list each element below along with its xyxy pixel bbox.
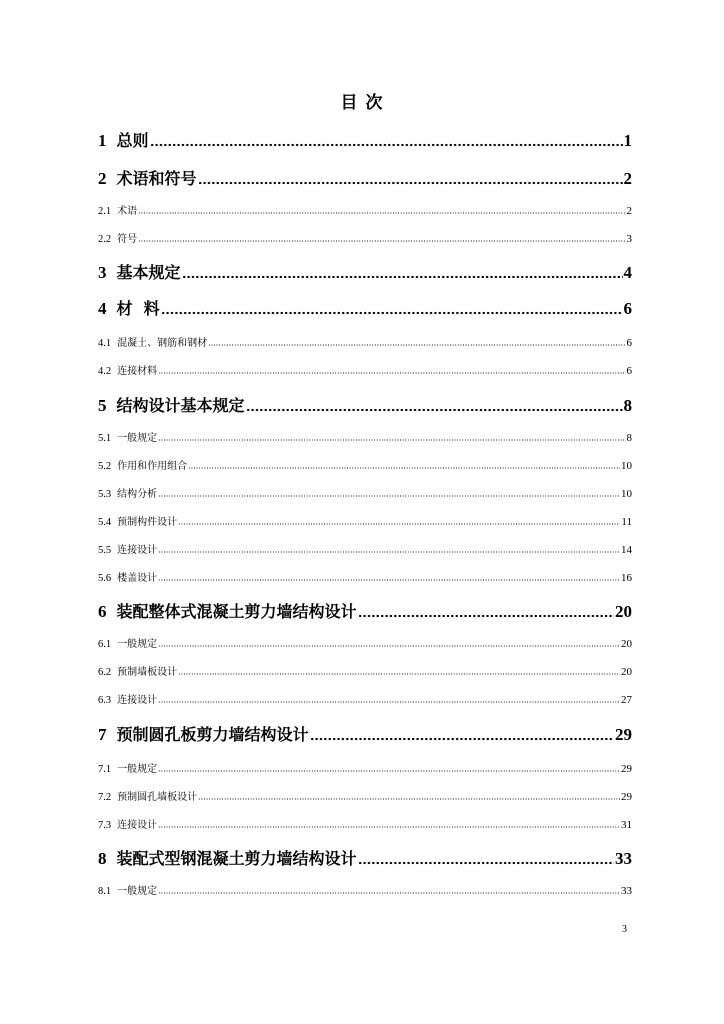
toc-entry-page: 27 — [621, 694, 632, 706]
toc-entry-page: 1 — [623, 131, 632, 150]
toc-entry[interactable] — [98, 485, 632, 500]
toc-entry-number: 2 — [98, 169, 107, 188]
toc-entry[interactable] — [98, 722, 632, 745]
toc-entry-number: 2.2 — [98, 234, 112, 245]
toc-entry-title: 符号 — [117, 234, 138, 245]
toc-entry-number: 8.1 — [98, 886, 112, 897]
toc-entry-page: 3 — [626, 233, 632, 245]
toc-entry-title: 术语和符号 — [116, 169, 197, 188]
toc-leader-dots — [158, 645, 620, 647]
toc-entry[interactable] — [98, 816, 632, 831]
toc-leader-dots — [182, 275, 623, 279]
toc-leader-dots — [161, 311, 623, 315]
toc-entry-number: 6.3 — [98, 695, 112, 706]
toc-entry-page: 31 — [621, 819, 632, 831]
toc-entry[interactable] — [98, 128, 632, 151]
toc-entry[interactable] — [98, 691, 632, 706]
toc-entry-title: 混凝土、钢筋和钢材 — [117, 338, 208, 349]
toc-entry-page: 2 — [623, 169, 632, 188]
toc-entry[interactable] — [98, 429, 632, 444]
page-number: 3 — [622, 924, 627, 935]
toc-entry-title: 装配式型钢混凝土剪力墙结构设计 — [116, 849, 357, 868]
toc-entry-page: 10 — [621, 460, 632, 472]
page-title: 目 次 — [340, 93, 384, 113]
toc-leader-dots — [198, 181, 623, 185]
toc-entry-title: 结构分析 — [117, 489, 158, 500]
toc-entry-title: 楼盖设计 — [117, 573, 158, 584]
toc-entry-number: 5 — [98, 396, 107, 415]
toc-entry-page: 14 — [621, 544, 632, 556]
toc-entry-number: 6.1 — [98, 639, 112, 650]
toc-entry-title: 预制构件设计 — [117, 517, 178, 528]
toc-entry-title: 总则 — [116, 131, 149, 150]
toc-entry-title: 连接材料 — [117, 366, 158, 377]
toc-entry-page: 4 — [623, 263, 632, 282]
toc-entry-number: 4.2 — [98, 366, 112, 377]
toc-entry-page: 29 — [621, 763, 632, 775]
toc-entry-title: 装配整体式混凝土剪力墙结构设计 — [116, 602, 357, 621]
toc-entry-page: 16 — [621, 572, 632, 584]
toc-entry-page: 6 — [626, 337, 632, 349]
toc-entry[interactable] — [98, 230, 632, 245]
toc-leader-dots — [358, 861, 614, 865]
toc-entry-title: 材 料 — [116, 299, 160, 318]
toc-leader-dots — [158, 579, 620, 581]
toc-entry-number: 5.6 — [98, 573, 112, 584]
toc-entry[interactable] — [98, 760, 632, 775]
toc-entry[interactable] — [98, 846, 632, 869]
toc-entry-number: 7.2 — [98, 792, 112, 803]
toc-entry-title: 结构设计基本规定 — [116, 396, 245, 415]
toc-entry-number: 7.1 — [98, 764, 112, 775]
toc-entry-title: 连接设计 — [117, 545, 158, 556]
toc-entry-title: 术语 — [117, 206, 138, 217]
toc-entry[interactable] — [98, 334, 632, 349]
toc-leader-dots — [158, 770, 620, 772]
toc-entry[interactable] — [98, 362, 632, 377]
toc-entry[interactable] — [98, 599, 632, 622]
toc-entry-title: 预制圆孔板剪力墙结构设计 — [116, 725, 309, 744]
toc-leader-dots — [208, 344, 625, 346]
toc-leader-dots — [150, 143, 623, 147]
toc-entry-page: 6 — [623, 299, 632, 318]
toc-entry[interactable] — [98, 166, 632, 189]
toc-leader-dots — [158, 372, 625, 374]
toc-entry-number: 4.1 — [98, 338, 112, 349]
toc-entry-page: 10 — [621, 488, 632, 500]
toc-entry-number: 7.3 — [98, 820, 112, 831]
toc-leader-dots — [178, 673, 620, 675]
toc-entry[interactable] — [98, 393, 632, 416]
toc-entry-page: 6 — [626, 365, 632, 377]
toc-entry-number: 1 — [98, 131, 107, 150]
toc-leader-dots — [246, 408, 623, 412]
toc-entry[interactable] — [98, 663, 632, 678]
toc-entry-page: 29 — [615, 725, 632, 744]
toc-entry-number: 4 — [98, 299, 107, 318]
toc-entry-title: 一般规定 — [117, 433, 158, 444]
toc-entry-page: 8 — [623, 396, 632, 415]
toc-entry-number: 8 — [98, 849, 107, 868]
toc-entry-page: 33 — [615, 849, 632, 868]
toc-entry-title: 一般规定 — [117, 886, 158, 897]
toc-leader-dots — [158, 439, 625, 441]
toc-entry-number: 6 — [98, 602, 107, 621]
toc-entry-title: 基本规定 — [116, 263, 181, 282]
toc-entry[interactable] — [98, 788, 632, 803]
toc-leader-dots — [158, 551, 620, 553]
toc-leader-dots — [358, 614, 614, 618]
toc-entry-page: 2 — [626, 205, 632, 217]
toc-entry-title: 连接设计 — [117, 820, 158, 831]
toc-entry-title: 连接设计 — [117, 695, 158, 706]
toc-entry[interactable] — [98, 457, 632, 472]
toc-entry[interactable] — [98, 569, 632, 584]
toc-entry-page: 29 — [621, 791, 632, 803]
toc-entry-number: 5.2 — [98, 461, 112, 472]
toc-leader-dots — [138, 212, 625, 214]
toc-entry-number: 3 — [98, 263, 107, 282]
toc-entry-number: 6.2 — [98, 667, 112, 678]
toc-entry-page: 11 — [621, 516, 632, 528]
toc-entry-number: 5.5 — [98, 545, 112, 556]
toc-entry-page: 20 — [621, 638, 632, 650]
toc-entry-title: 作用和作用组合 — [117, 461, 188, 472]
toc-entry-title: 预制墙板设计 — [117, 667, 178, 678]
toc-entry[interactable] — [98, 202, 632, 217]
toc-entry-title: 一般规定 — [117, 764, 158, 775]
toc-entry-page: 8 — [626, 432, 632, 444]
toc-entry[interactable] — [98, 635, 632, 650]
toc-entry[interactable] — [98, 296, 632, 319]
toc-leader-dots — [310, 737, 614, 741]
toc-leader-dots — [158, 826, 620, 828]
toc-entry[interactable] — [98, 541, 632, 556]
toc-leader-dots — [158, 495, 620, 497]
toc-leader-dots — [178, 523, 620, 525]
toc-entry-title: 预制圆孔墙板设计 — [117, 792, 198, 803]
toc-entry-page: 20 — [615, 602, 632, 621]
toc-entry-page: 33 — [621, 885, 632, 897]
toc-entry-number: 7 — [98, 725, 107, 744]
toc-entry-title: 一般规定 — [117, 639, 158, 650]
toc-leader-dots — [188, 467, 620, 469]
toc-entry[interactable] — [98, 882, 632, 897]
toc-entry[interactable] — [98, 513, 632, 528]
toc-leader-dots — [158, 701, 620, 703]
toc-entry-number: 5.4 — [98, 517, 112, 528]
toc-leader-dots — [198, 798, 620, 800]
toc-entry-page: 20 — [621, 666, 632, 678]
toc-leader-dots — [158, 892, 620, 894]
toc-entry-number: 5.1 — [98, 433, 112, 444]
toc-leader-dots — [138, 240, 625, 242]
toc-entry-number: 2.1 — [98, 206, 112, 217]
toc-entry-number: 5.3 — [98, 489, 112, 500]
toc-entry[interactable] — [98, 260, 632, 283]
